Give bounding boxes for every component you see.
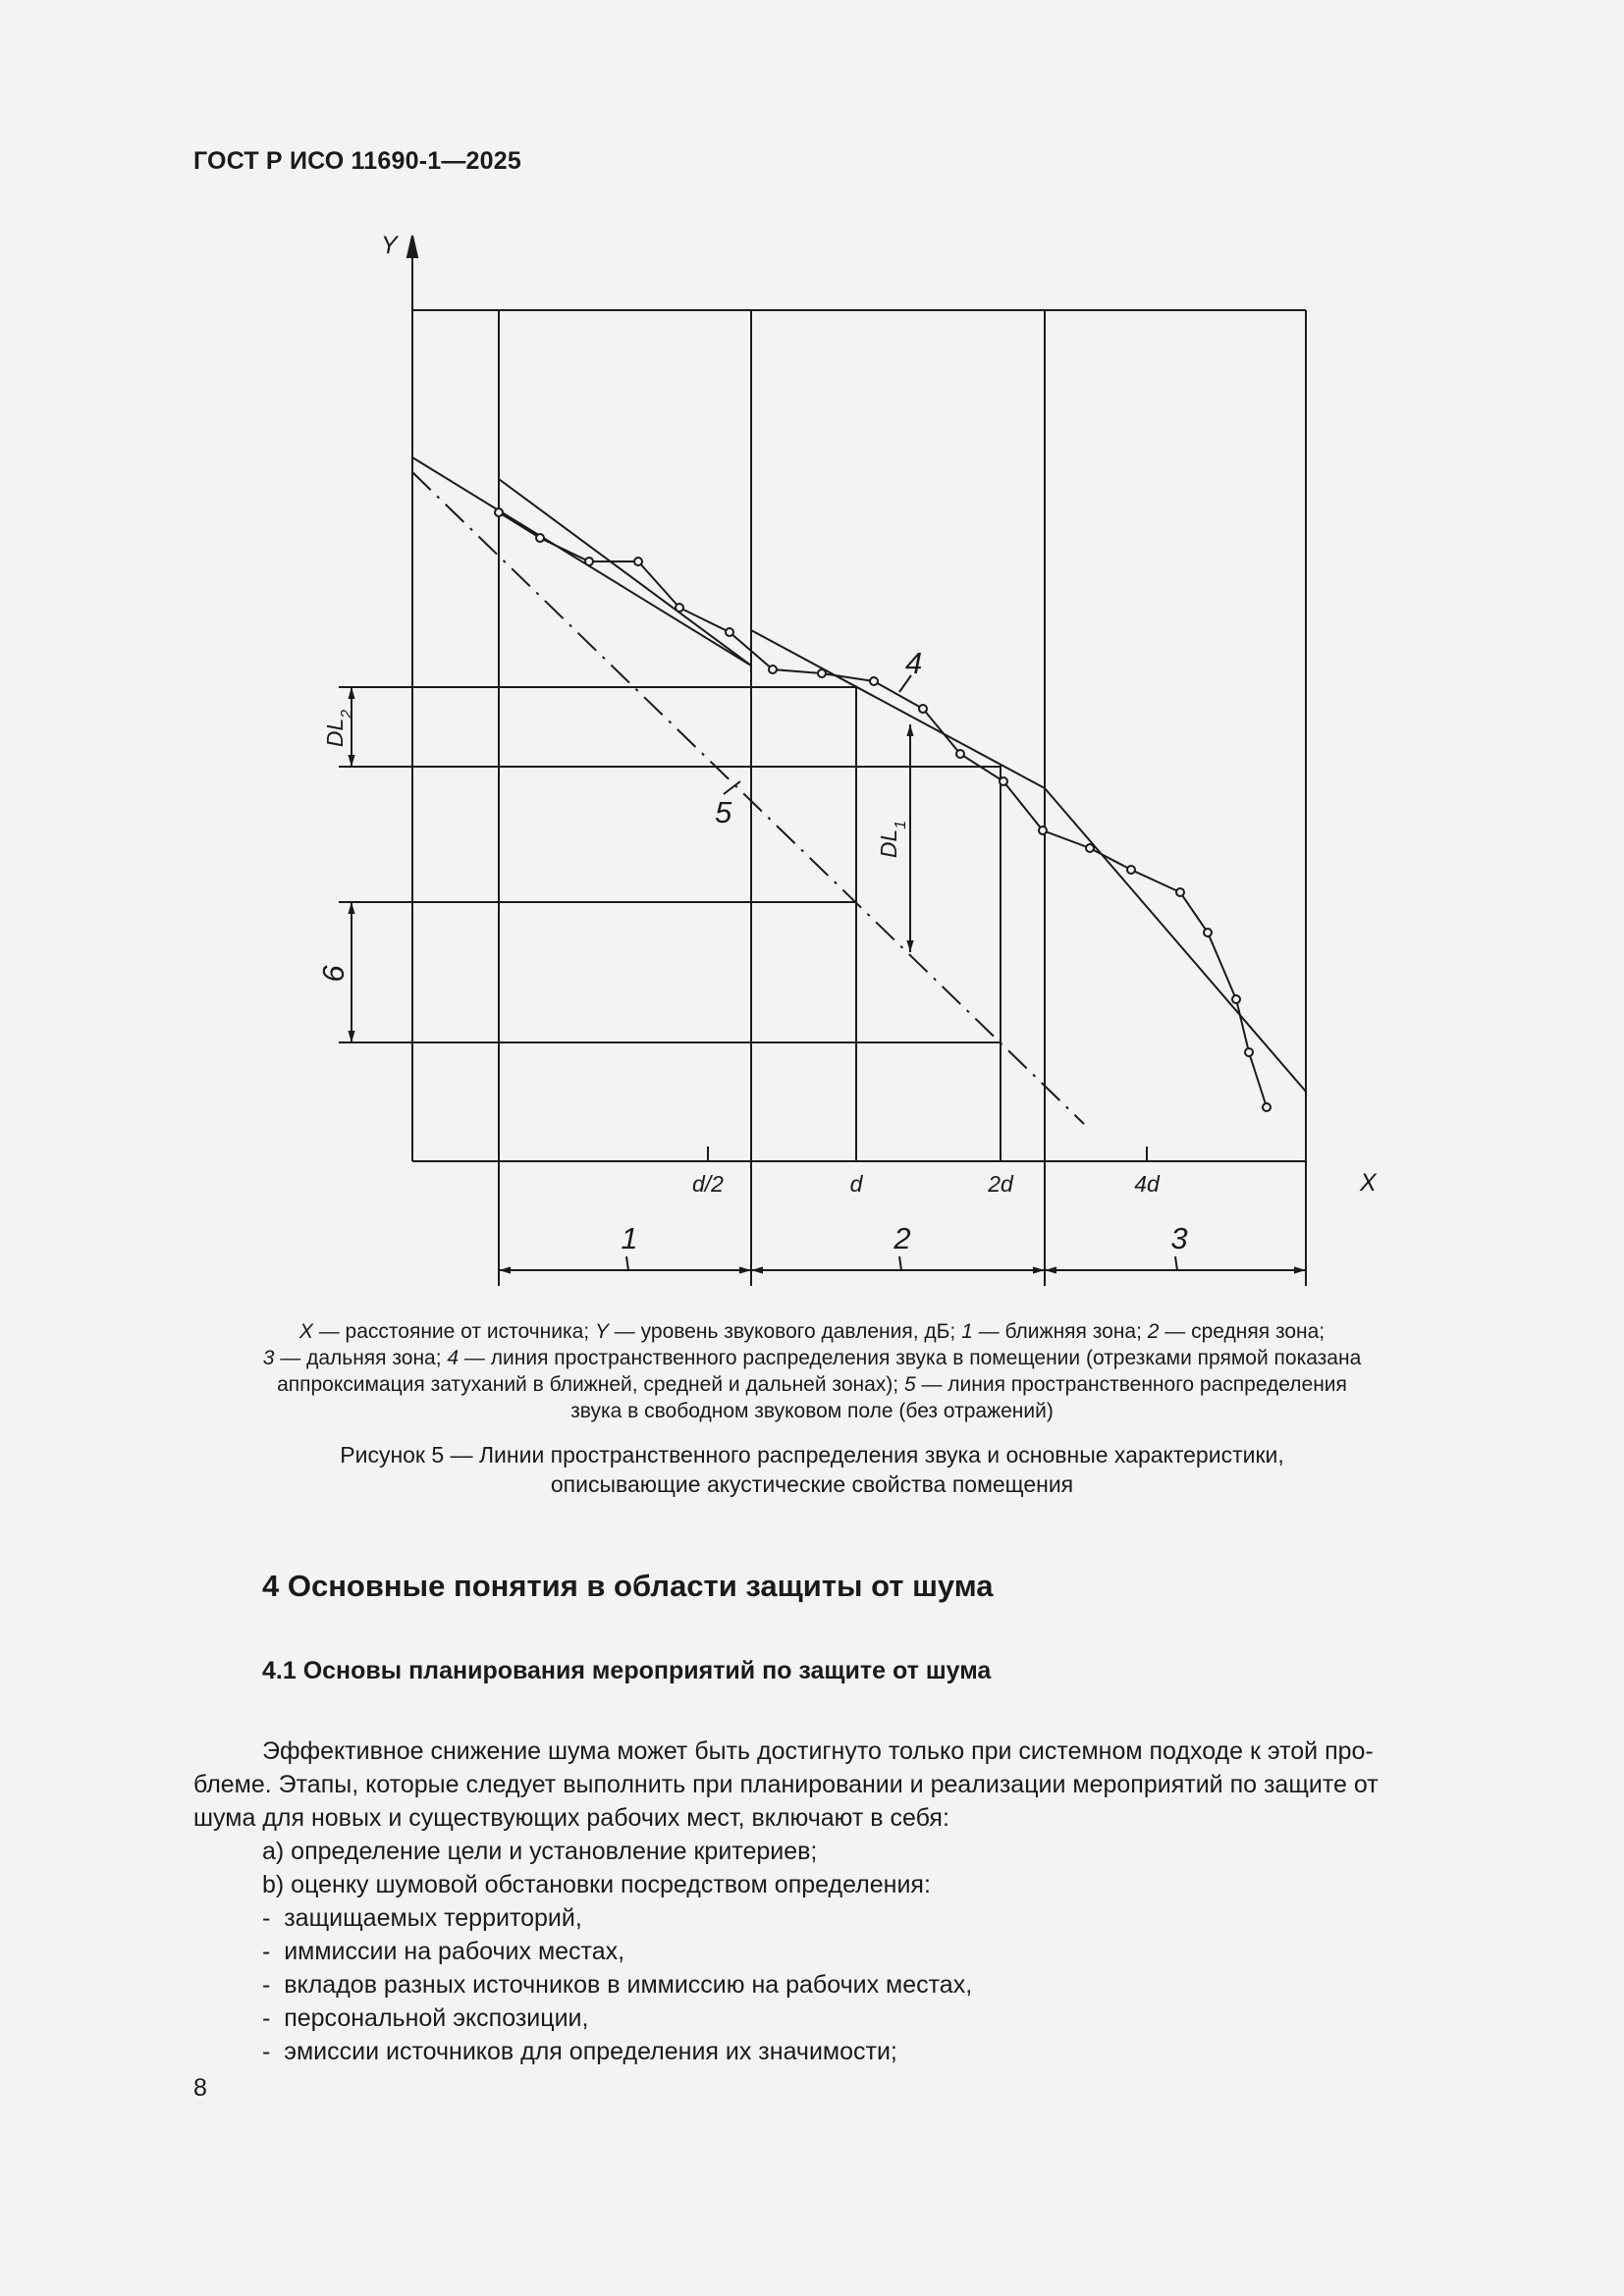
figure-caption bbox=[245, 1440, 1379, 1499]
y-axis-label: Y bbox=[381, 232, 398, 259]
tick-labels bbox=[692, 1171, 1161, 1197]
subsection-heading: 4.1 Основы планирования мероприятий по защите от шума bbox=[262, 1657, 992, 1684]
approximation-segments bbox=[412, 457, 1306, 1092]
dl1-label: $DL_1$ bbox=[876, 820, 909, 859]
figure-caption-line-2: описывающие акустические свойства помещения bbox=[550, 1471, 1074, 1497]
horizontal-reference-lines bbox=[339, 687, 1001, 1042]
figure-legend: X — расстояние от источника; Y — уровень звукового давления, дБ; 1 — ближняя зона; 2 — средняя зона; 3 — дальняя зона; 4 — линия пространственного распределения звука в помещении (отрезками прямой показана аппроксимация затуханий в ближней, средней и дальней зонах); 5 — линия пространственного распределения звука в свободном звуковом поле (без отражений) bbox=[262, 1320, 1362, 1422]
paragraph-line-3: шума для новых и существующих рабочих мест, включают в себя: bbox=[193, 1804, 949, 1832]
measurement-points bbox=[495, 508, 1271, 1111]
dl2-label: $DL_2$ bbox=[322, 709, 355, 748]
section-heading: 4 Основные понятия в области защиты от шума bbox=[262, 1569, 994, 1603]
tick-label-2d: 2d bbox=[988, 1171, 1013, 1197]
near-zone-segment bbox=[412, 457, 751, 666]
room-distribution-line-4 bbox=[499, 512, 1267, 1107]
document-header: ГОСТ Р ИСО 11690-1—2025 bbox=[193, 147, 521, 175]
frame-lines bbox=[412, 310, 1306, 1286]
six-label: 6 bbox=[316, 965, 351, 983]
line-label-5: 5 bbox=[715, 795, 732, 829]
list-item: - эмиссии источников для определения их значимости; bbox=[262, 2038, 897, 2065]
paragraph-line-2: блеме. Этапы, которые следует выполнить при планировании и реализации мероприятий по защите от bbox=[193, 1771, 1379, 1798]
list-item: - персональной экспозиции, bbox=[262, 2004, 589, 2032]
list bbox=[193, 1835, 1509, 2068]
x-axis-label: X bbox=[1360, 1169, 1377, 1197]
tick-label-4d: 4d bbox=[1134, 1171, 1160, 1197]
tick-label-d: d bbox=[849, 1171, 863, 1197]
zone-label-2: 2 bbox=[893, 1221, 911, 1255]
page-number: 8 bbox=[193, 2074, 207, 2102]
list-item: b) оценку шумовой обстановки посредством определения: bbox=[262, 1871, 931, 1898]
list-item: - иммиссии на рабочих местах, bbox=[262, 1938, 625, 1965]
section-body bbox=[193, 1701, 1509, 2068]
free-field-line-5 bbox=[412, 472, 1084, 1124]
tick-label-d-half: d/2 bbox=[692, 1171, 724, 1197]
mid-zone-segment bbox=[751, 630, 1045, 788]
far-zone-segment bbox=[1045, 788, 1306, 1092]
figure-caption-line-1: Рисунок 5 — Линии пространственного распределения звука и основные характеристики, bbox=[340, 1442, 1284, 1468]
list-item: - вкладов разных источников в иммиссию на рабочих местах, bbox=[262, 1971, 973, 1999]
paragraph-line-1: Эффективное снижение шума может быть достигнуто только при системном подходе к этой про- bbox=[262, 1737, 1374, 1765]
line-label-4: 4 bbox=[905, 646, 923, 680]
list-item: a) определение цели и установление критериев; bbox=[262, 1838, 818, 1865]
y-axis-arrow bbox=[407, 236, 417, 257]
zone-dimensions bbox=[499, 1256, 1306, 1270]
zone-label-3: 3 bbox=[1170, 1221, 1188, 1255]
zone-label-1: 1 bbox=[621, 1221, 638, 1255]
list-item: - защищаемых территорий, bbox=[262, 1904, 582, 1932]
